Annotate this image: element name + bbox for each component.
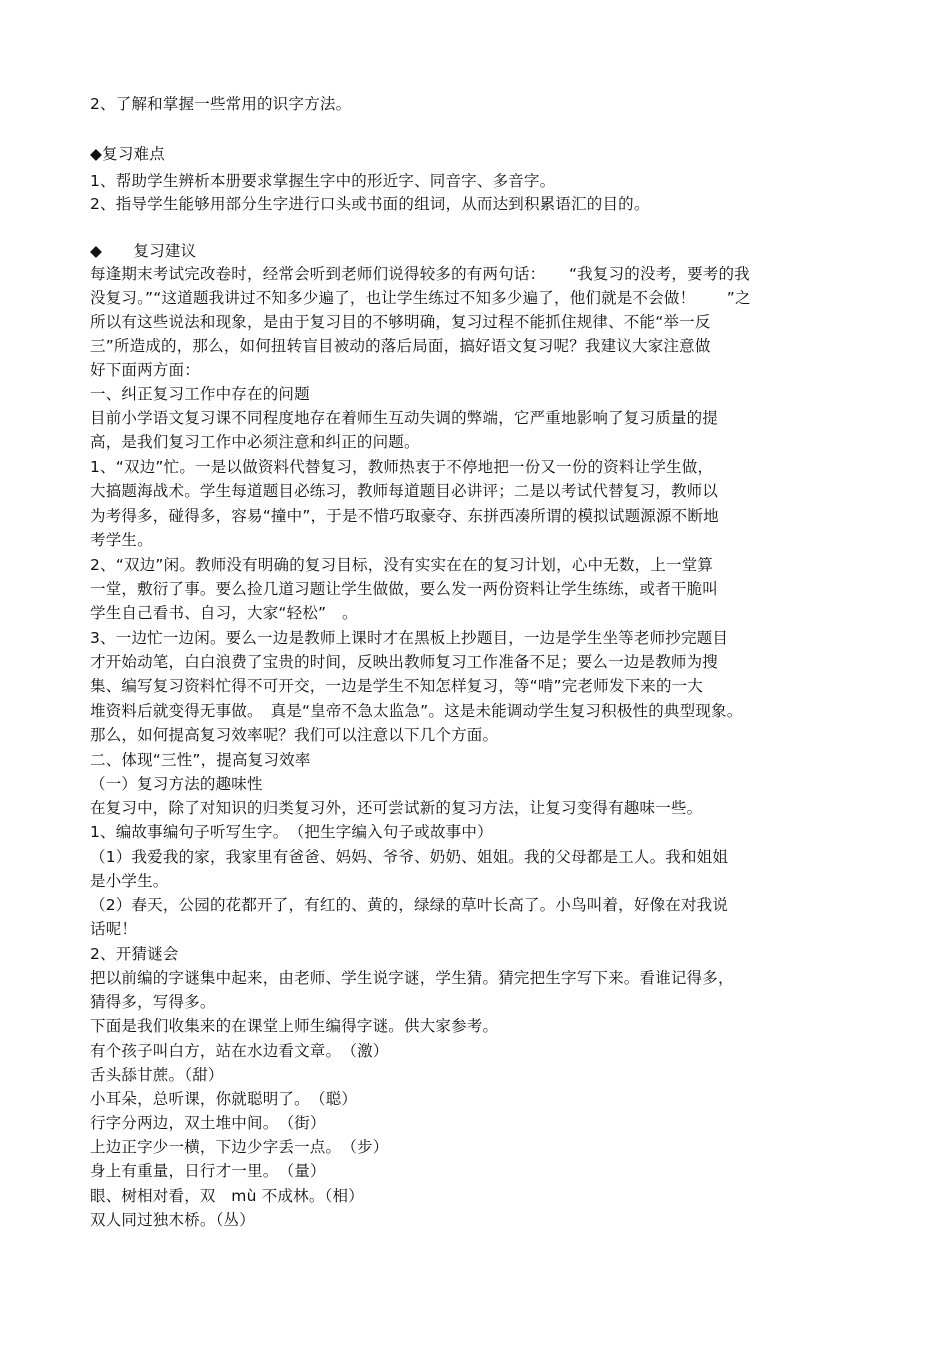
text-line: 那么，如何提高复习效率呢？我们可以注意以下几个方面。	[90, 726, 499, 744]
text-line: 舌头舔甘蔗。（甜）	[90, 1066, 224, 1084]
text-line: 2、开猜谜会	[90, 945, 179, 963]
text-line: 小耳朵，总听课，你就聪明了。 （聪）	[90, 1090, 358, 1108]
text-line: 堆资料后就变得无事做。 真是“皇帝不急太监急”。这是未能调动学生复习积极性的典型现象。	[90, 702, 743, 720]
text-line: 话呢！	[90, 920, 138, 938]
text-line: 上边正字少一横，下边少字丢一点。 （步）	[90, 1138, 389, 1156]
text-line: 身上有重量，日行才一里。 （量）	[90, 1162, 326, 1180]
text-line: ◆复习难点	[90, 145, 165, 163]
text-line: 猜得多，写得多。	[90, 993, 216, 1011]
text-line: 2、了解和掌握一些常用的识字方法。	[90, 95, 352, 113]
text-line: 1、编故事编句子听写生字。 （把生字编入句子或故事中）	[90, 823, 493, 841]
text-line: 为考得多，碰得多，容易“撞中”，于是不惜巧取豪夺、东拼西凑所谓的模拟试题源源不断地	[90, 507, 719, 525]
text-line: 一、纠正复习工作中存在的问题	[90, 385, 310, 403]
text-line: 是小学生。	[90, 872, 169, 890]
text-line: 大搞题海战术。学生每道题目必练习，教师每道题目必讲评；二是以考试代替复习，教师以	[90, 482, 719, 500]
text-line: 一堂，敷衍了事。要么捡几道习题让学生做做，要么发一两份资料让学生练练，或者干脆叫	[90, 580, 719, 598]
text-line: 二、体现“三性”，提高复习效率	[90, 751, 311, 769]
text-line: 才开始动笔，白白浪费了宝贵的时间，反映出教师复习工作准备不足；要么一边是教师为搜	[90, 653, 719, 671]
text-line: 2、指导学生能够用部分生字进行口头或书面的组词，从而达到积累语汇的目的。	[90, 195, 650, 213]
text-line: 在复习中，除了对知识的归类复习外，还可尝试新的复习方法，让复习变得有趣味一些。	[90, 799, 703, 817]
text-line: 集、编写复习资料忙得不可开交，一边是学生不知怎样复习，等“啃”完老师发下来的一大	[90, 677, 704, 695]
text-line: 目前小学语文复习课不同程度地存在着师生互动失调的弊端，它严重地影响了复习质量的提	[90, 409, 719, 427]
text-line: 眼、树相对看，双 mù 不成林。（相）	[90, 1187, 364, 1205]
text-line: 2、“双边”闲。教师没有明确的复习目标，没有实实在在的复习计划，心中无数，上一堂算	[90, 556, 714, 574]
text-line: 学生自己看书、自习，大家“轻松” 。	[90, 604, 358, 622]
text-line: 高，是我们复习工作中必须注意和纠正的问题。	[90, 433, 420, 451]
text-line: 3、一边忙一边闲。要么一边是教师上课时才在黑板上抄题目，一边是学生坐等老师抄完题目	[90, 629, 729, 647]
text-line: 有个孩子叫白方，站在水边看文章。 （激）	[90, 1042, 389, 1060]
text-line: （2）春天，公园的花都开了，有红的、黄的，绿绿的草叶长高了。小鸟叫着，好像在对我说	[90, 896, 729, 914]
text-line: 1、帮助学生辨析本册要求掌握生字中的形近字、同音字、多音字。	[90, 172, 556, 190]
text-line: 把以前编的字谜集中起来，由老师、学生说字谜，学生猜。猜完把生字写下来。看谁记得多，	[90, 969, 734, 987]
text-line: 所以有这些说法和现象，是由于复习目的不够明确，复习过程不能抓住规律、不能“举一反	[90, 313, 711, 331]
text-line: 行字分两边，双土堆中间。 （街）	[90, 1114, 326, 1132]
text-line: 好下面两方面：	[90, 361, 200, 379]
text-line: 1、“双边”忙。一是以做资料代替复习，教师热衷于不停地把一份又一份的资料让学生做，	[90, 458, 714, 476]
text-line: 双人同过独木桥。（丛）	[90, 1211, 255, 1229]
text-line: 下面是我们收集来的在课堂上师生编得字谜。供大家参考。	[90, 1017, 499, 1035]
text-line: ◆ 复习建议	[90, 242, 197, 260]
text-line: （1）我爱我的家，我家里有爸爸、妈妈、爷爷、奶奶、姐姐。我的父母都是工人。我和姐姐	[90, 848, 729, 866]
text-line: 每逢期末考试完改卷时，经常会听到老师们说得较多的有两句话： “我复习的没考，要考的我	[90, 265, 750, 283]
text-line: 三”所造成的，那么，如何扭转盲目被动的落后局面，搞好语文复习呢？我建议大家注意做	[90, 337, 711, 355]
text-line: （一）复习方法的趣味性	[90, 775, 263, 793]
text-line: 没复习。”“这道题我讲过不知多少遍了，也让学生练过不知多少遍了，他们就是不会做！ ”之	[90, 289, 751, 307]
text-line: 考学生。	[90, 531, 153, 549]
